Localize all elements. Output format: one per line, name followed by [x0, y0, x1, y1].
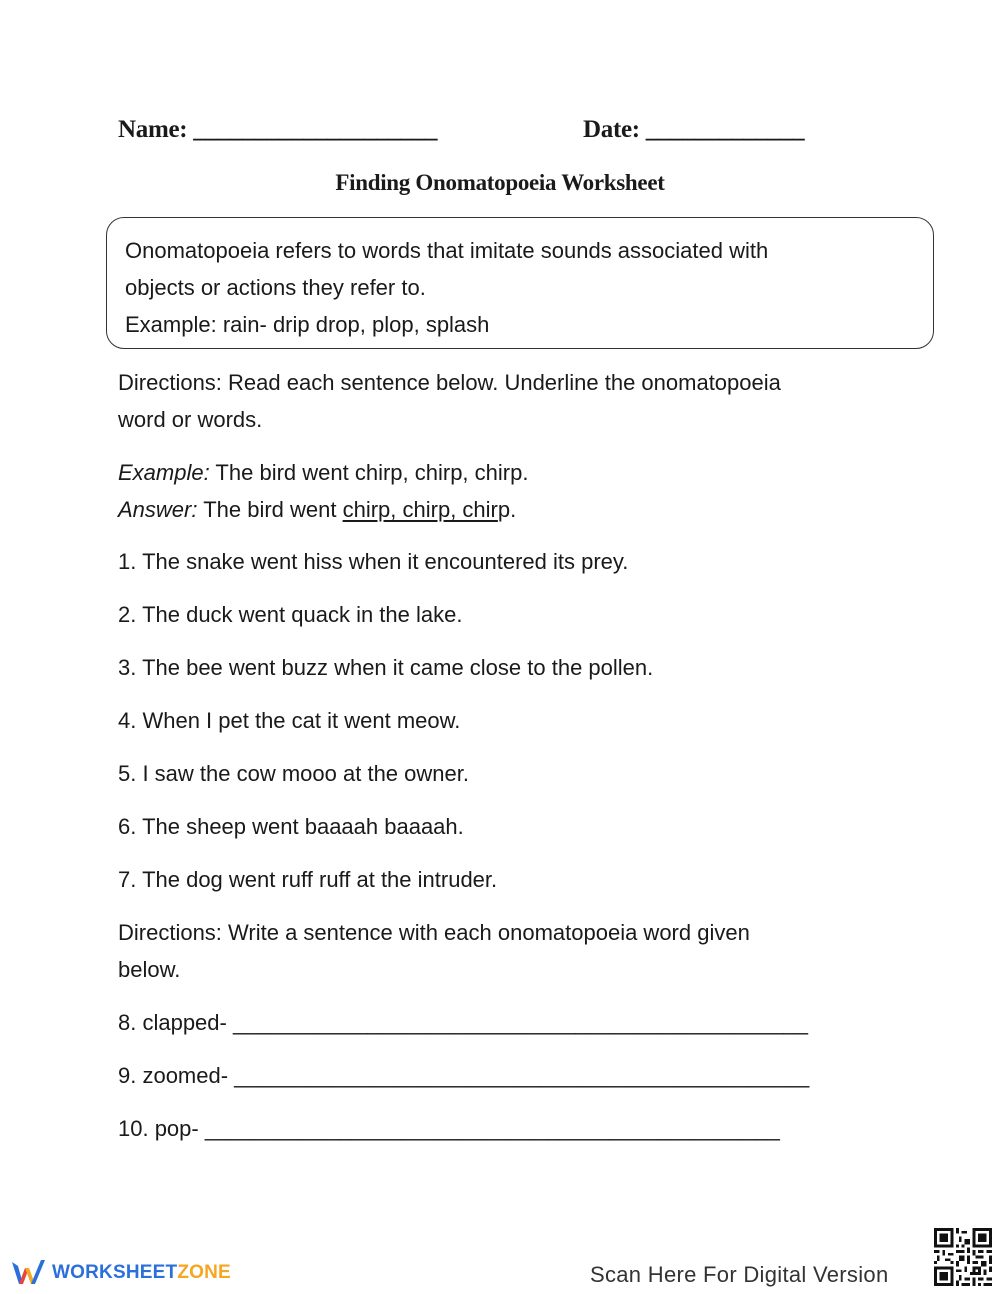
definition-line-2: objects or actions they refer to. [125, 275, 426, 300]
writing-item: 8. clapped- _______________________________________________ [118, 1010, 809, 1035]
answer-label: Answer: [118, 497, 198, 522]
example-label: Example: [118, 460, 210, 485]
sentence-item: 6. The sheep went baaaah baaaah. [118, 814, 464, 839]
directions-1-line-2: word or words. [118, 407, 263, 432]
sentence-item: 1. The snake went hiss when it encountered its prey. [118, 549, 629, 574]
qr-code-icon[interactable] [934, 1228, 992, 1286]
sentence-item: 3. The bee went buzz when it came close to the pollen. [118, 655, 654, 680]
answer-prefix: The bird went [197, 497, 343, 522]
sentence-item: 4. When I pet the cat it went meow. [118, 708, 461, 733]
scan-caption: Scan Here For Digital Version [590, 1262, 889, 1287]
logo-word-zone: ZONE [177, 1262, 231, 1283]
worksheetzone-w-icon [10, 1258, 48, 1288]
directions-1-line-1: Directions: Read each sentence below. Underline the onomatopoeia [118, 370, 781, 395]
logo-word-worksheet: WORKSHEET [52, 1262, 178, 1283]
worksheetzone-logo[interactable] [10, 1258, 231, 1288]
definition-example: Example: rain- drip drop, plop, splash [125, 312, 490, 337]
sentence-item: 5. I saw the cow mooo at the owner. [118, 761, 469, 786]
directions-2-line-2: below. [118, 957, 181, 982]
example-block [118, 454, 528, 528]
directions-1 [118, 364, 781, 438]
directions-2 [118, 914, 750, 988]
example-text: The bird went chirp, chirp, chirp. [209, 460, 529, 485]
logo-wordmark [52, 1262, 231, 1284]
date-field: Date: _____________ [583, 116, 805, 143]
name-field: Name: ____________________ [118, 116, 438, 143]
directions-2-line-1: Directions: Write a sentence with each onomatopoeia word given [118, 920, 750, 945]
answer-line [118, 491, 528, 528]
definition-box [106, 217, 934, 349]
worksheet-title: Finding Onomatopoeia Worksheet [335, 170, 665, 195]
answer-suffix: p. [497, 497, 517, 522]
definition-line-1: Onomatopoeia refers to words that imitate sounds associated with [125, 238, 769, 263]
writing-item: 9. zoomed- _______________________________________________ [118, 1063, 810, 1088]
answer-underlined: chirp, chirp, chir [342, 497, 498, 522]
sentence-item: 7. The dog went ruff ruff at the intruder. [118, 867, 498, 892]
sentence-item: 2. The duck went quack in the lake. [118, 602, 463, 627]
example-line [118, 454, 528, 491]
writing-item: 10. pop- _______________________________________________ [118, 1116, 780, 1141]
